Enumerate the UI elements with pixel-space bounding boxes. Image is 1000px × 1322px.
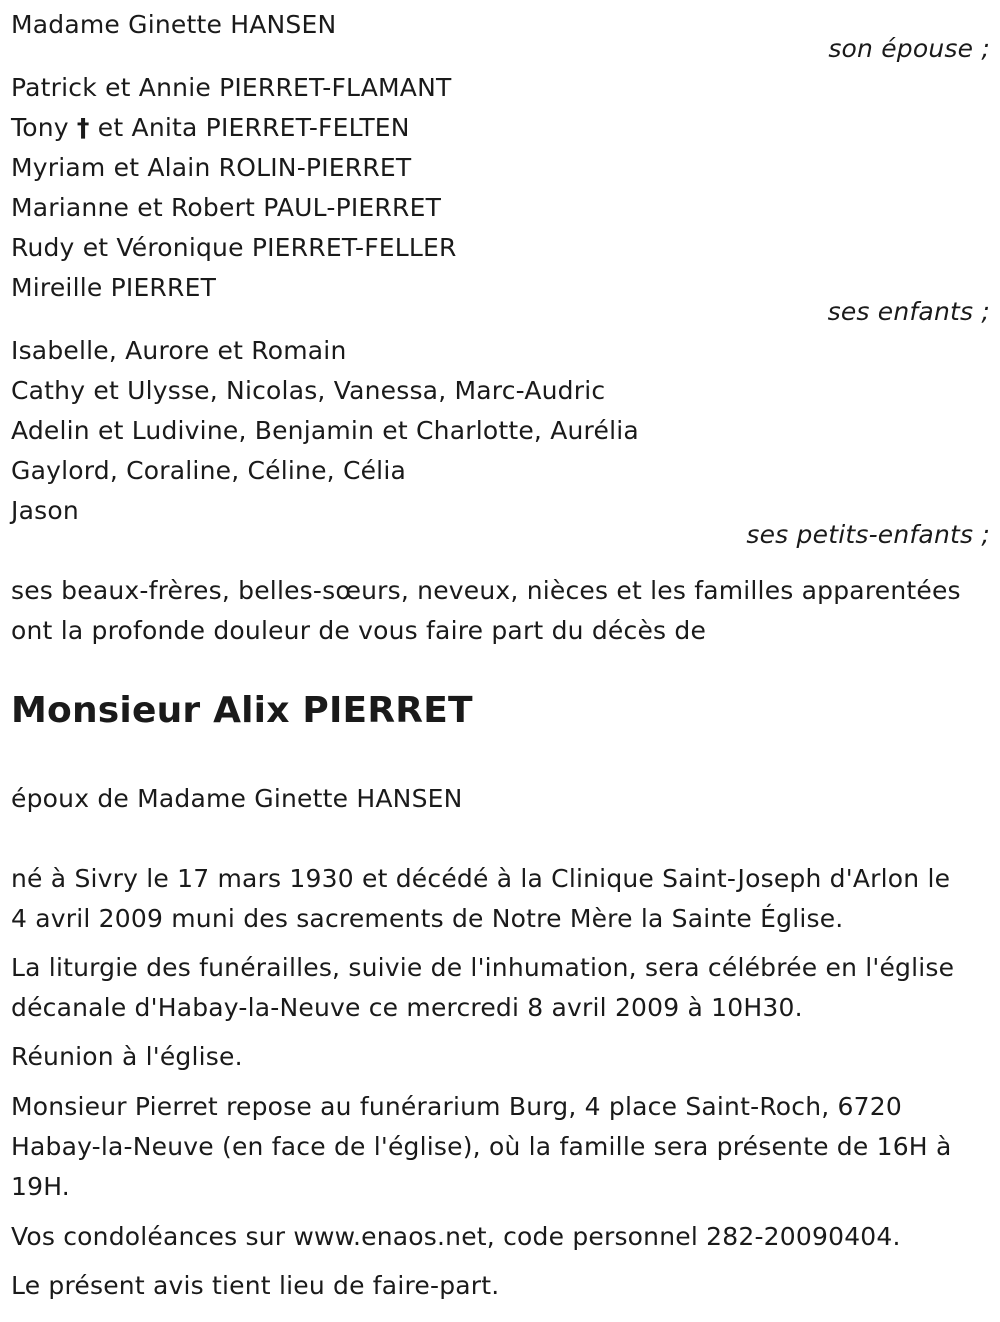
birth-death-line: 4 avril 2009 muni des sacrements de Notre Mère la Sainte Église. [11,904,844,933]
notice-line: Le présent avis tient lieu de faire-part. [11,1271,500,1300]
liturgy-line: décanale d'Habay-la-Neuve ce mercredi 8 avril 2009 à 10H30. [11,993,803,1022]
spouse-role: son épouse ; [828,34,990,63]
funeral-home-line: Monsieur Pierret repose au funérarium Burg, 4 place Saint-Roch, 6720 [11,1092,902,1121]
children-role: ses enfants ; [827,297,990,326]
meeting-line: Réunion à l'église. [11,1042,243,1071]
child-name: Tony [11,113,69,142]
child-line: Mireille PIERRET [11,273,217,302]
funeral-home-line: 19H. [11,1172,70,1201]
spouse-name: Madame Ginette HANSEN [11,10,337,39]
child-line-tony [11,113,410,143]
child-line: Myriam et Alain ROLIN-PIERRET [11,153,412,182]
grandchild-line: Cathy et Ulysse, Nicolas, Vanessa, Marc-Audric [11,376,606,405]
grandchild-line: Gaylord, Coraline, Céline, Célia [11,456,406,485]
child-line: Patrick et Annie PIERRET-FLAMANT [11,73,452,102]
grandchild-line: Isabelle, Aurore et Romain [11,336,347,365]
birth-death-line: né à Sivry le 17 mars 1930 et décédé à la Clinique Saint-Joseph d'Arlon le [11,864,951,893]
spouse-of-line: époux de Madame Ginette HANSEN [11,784,463,813]
grandchildren-role: ses petits-enfants ; [746,520,990,549]
child-line: Marianne et Robert PAUL-PIERRET [11,193,442,222]
grandchild-line: Adelin et Ludivine, Benjamin et Charlotte, Aurélia [11,416,639,445]
child-partner: et Anita PIERRET-FELTEN [97,113,410,142]
family-line: ses beaux-frères, belles-sœurs, neveux, nièces et les familles apparentées [11,576,961,605]
condolences-line: Vos condoléances sur www.enaos.net, code personnel 282-20090404. [11,1222,901,1251]
child-line: Rudy et Véronique PIERRET-FELLER [11,233,457,262]
deceased-name: Monsieur Alix PIERRET [11,690,473,731]
liturgy-line: La liturgie des funérailles, suivie de l'inhumation, sera célébrée en l'église [11,953,955,982]
grandchild-line: Jason [11,496,79,525]
announcement-line: ont la profonde douleur de vous faire part du décès de [11,616,707,645]
cross-icon: † [76,113,90,142]
funeral-home-line: Habay-la-Neuve (en face de l'église), où la famille sera présente de 16H à [11,1132,952,1161]
